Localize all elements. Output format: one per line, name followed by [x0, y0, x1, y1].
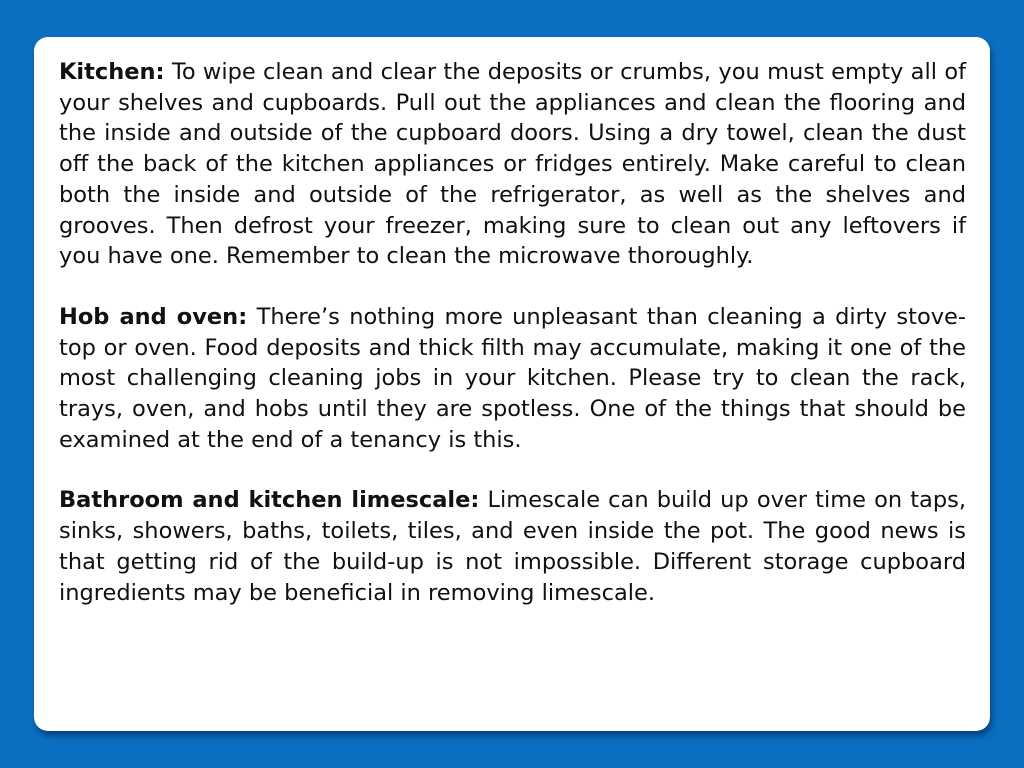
kitchen-label: Kitchen: — [59, 59, 165, 85]
content-card — [34, 37, 990, 731]
limescale-paragraph — [59, 485, 966, 608]
limescale-label: Bathroom and kitchen limescale: — [59, 487, 480, 514]
hob-oven-label: Hob and oven: — [59, 303, 248, 330]
hob-oven-text: There’s nothing more unpleasant than cleaning a dirty stove-top or oven. Food deposits and thick filth may accumulate, making it one of the most challenging cleaning jobs in your kitchen. Please try to clean the rack, trays, oven, and hobs until they are spotless. One of the things that should be examined at the end of a tenancy is this. — [59, 303, 967, 453]
hob-oven-paragraph — [59, 302, 966, 456]
kitchen-paragraph — [59, 57, 966, 272]
limescale-text: Limescale can build up over time on taps, sinks, showers, baths, toilets, tiles, and even inside the pot. The good news is that getting rid of the build-up is not impossible. Different storage cupboard ingredients may be beneficial in removing limescale. — [59, 487, 967, 606]
kitchen-text: To wipe clean and clear the deposits or crumbs, you must empty all of your shelves and cupboards. Pull out the appliances and clean the flooring and the inside and outside of the cupboard doors. Using a dry towel, clean the dust off the back of the kitchen appliances or fridges entirely. Make careful to clean both the inside and outside of the refrigerator, as well as the shelves and grooves. Then defrost your freezer, making sure to clean out any leftovers if you have one. Remember to clean the microwave thoroughly. — [59, 59, 966, 270]
